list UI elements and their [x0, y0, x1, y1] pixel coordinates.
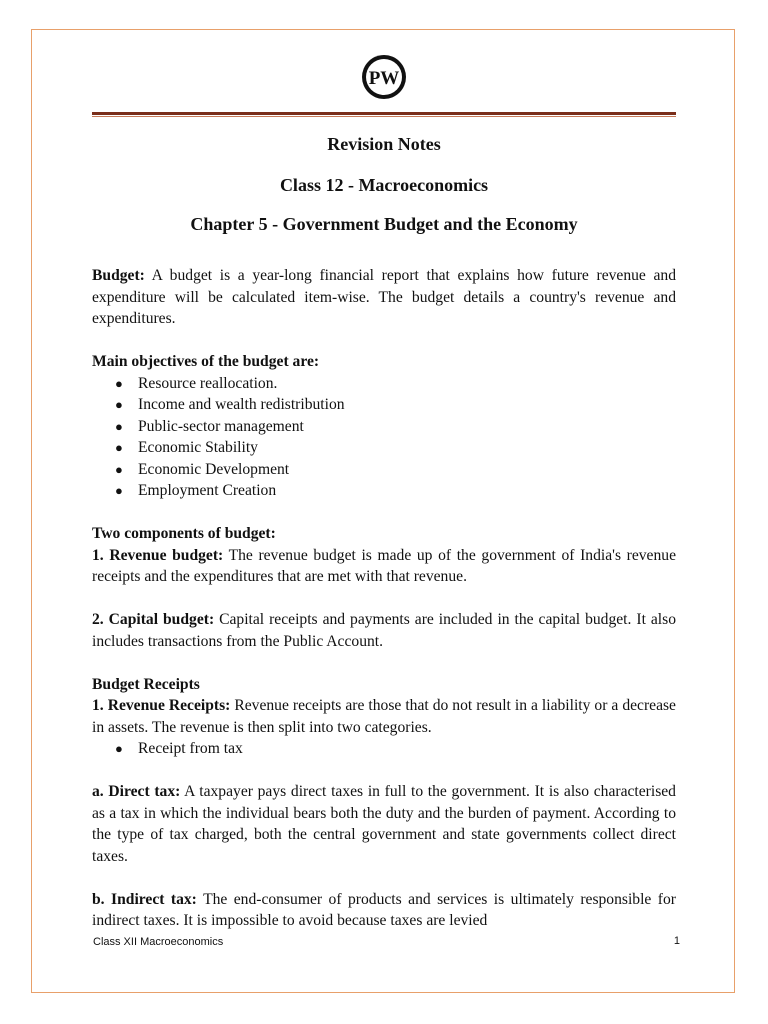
capital-budget-term: 2. Capital budget: — [92, 611, 215, 628]
objectives-list — [92, 373, 676, 502]
bullet-icon: ● — [115, 741, 123, 756]
list-item: ● Income and wealth redistribution — [92, 394, 676, 416]
budget-term: Budget: — [92, 267, 145, 284]
budget-text: A budget is a year-long financial report that explains how future revenue and expenditure will be calculated item-wise. The budget details a country's revenue and expenditures. — [92, 267, 676, 327]
list-item: ● Receipt from tax — [92, 738, 676, 760]
capital-budget-paragraph: 2. Capital budget: Capital receipts and payments are included in the capital budget. It also includes transactions from the Public Account. — [92, 611, 676, 650]
document-body — [92, 265, 676, 932]
page-number: 1 — [673, 935, 680, 947]
logo-text: PW — [368, 68, 400, 89]
list-item: ● Employment Creation — [92, 480, 676, 502]
bullet-icon: ● — [115, 440, 123, 455]
objectives-heading: Main objectives of the budget are: — [92, 353, 320, 370]
direct-tax-term: a. Direct tax: — [92, 783, 181, 800]
bullet-icon: ● — [115, 483, 123, 498]
list-item: ● Economic Stability — [92, 437, 676, 459]
page-title: Revision Notes — [327, 134, 441, 154]
indirect-tax-term: b. Indirect tax: — [92, 890, 197, 908]
revenue-budget-term: 1. Revenue budget: — [92, 546, 224, 564]
bullet-icon: ● — [115, 418, 123, 434]
direct-tax-paragraph: a. Direct tax: A taxpayer pays direct taxes in full to the government. It is also characterised as a tax in which the individual bears both the duty and the burden of payment. According to the type of tax charged, both the central government and state governments collect direct taxes. — [92, 783, 676, 865]
bullet-icon: ● — [115, 397, 123, 412]
bullet-icon: ● — [115, 461, 123, 477]
revenue-budget-paragraph: 1. Revenue budget: The revenue budget is made up of the government of India's revenue receipts and the expenditures that are met with that revenue. — [92, 546, 676, 585]
pw-logo — [361, 54, 407, 100]
header-rule — [92, 112, 676, 115]
revenue-receipts-paragraph: 1. Revenue Receipts: Revenue receipts are those that do not result in a liability or a decrease in assets. The revenue is then split into two categories. — [92, 697, 676, 736]
footer-label: Class XII Macroeconomics — [93, 936, 224, 948]
budget-definition — [92, 265, 676, 330]
indirect-tax-paragraph: b. Indirect tax: The end-consumer of products and services is ultimately responsible for indirect taxes. It is impossible to avoid because taxes are levied — [92, 890, 676, 929]
components-heading: Two components of budget: — [92, 525, 276, 542]
class-line: Class 12 - Macroeconomics — [279, 175, 489, 195]
revenue-receipts-term: 1. Revenue Receipts: — [92, 697, 231, 714]
list-item: ● Economic Development — [92, 459, 676, 481]
chapter-line: Chapter 5 - Government Budget and the Economy — [190, 214, 578, 234]
bullet-icon: ● — [115, 375, 123, 391]
receipts-heading: Budget Receipts — [92, 675, 200, 693]
list-item: ● Public-sector management — [92, 416, 676, 438]
list-item: ● Resource reallocation. — [92, 373, 676, 395]
receipts-list — [92, 738, 676, 760]
header-rule-thin — [92, 116, 676, 117]
